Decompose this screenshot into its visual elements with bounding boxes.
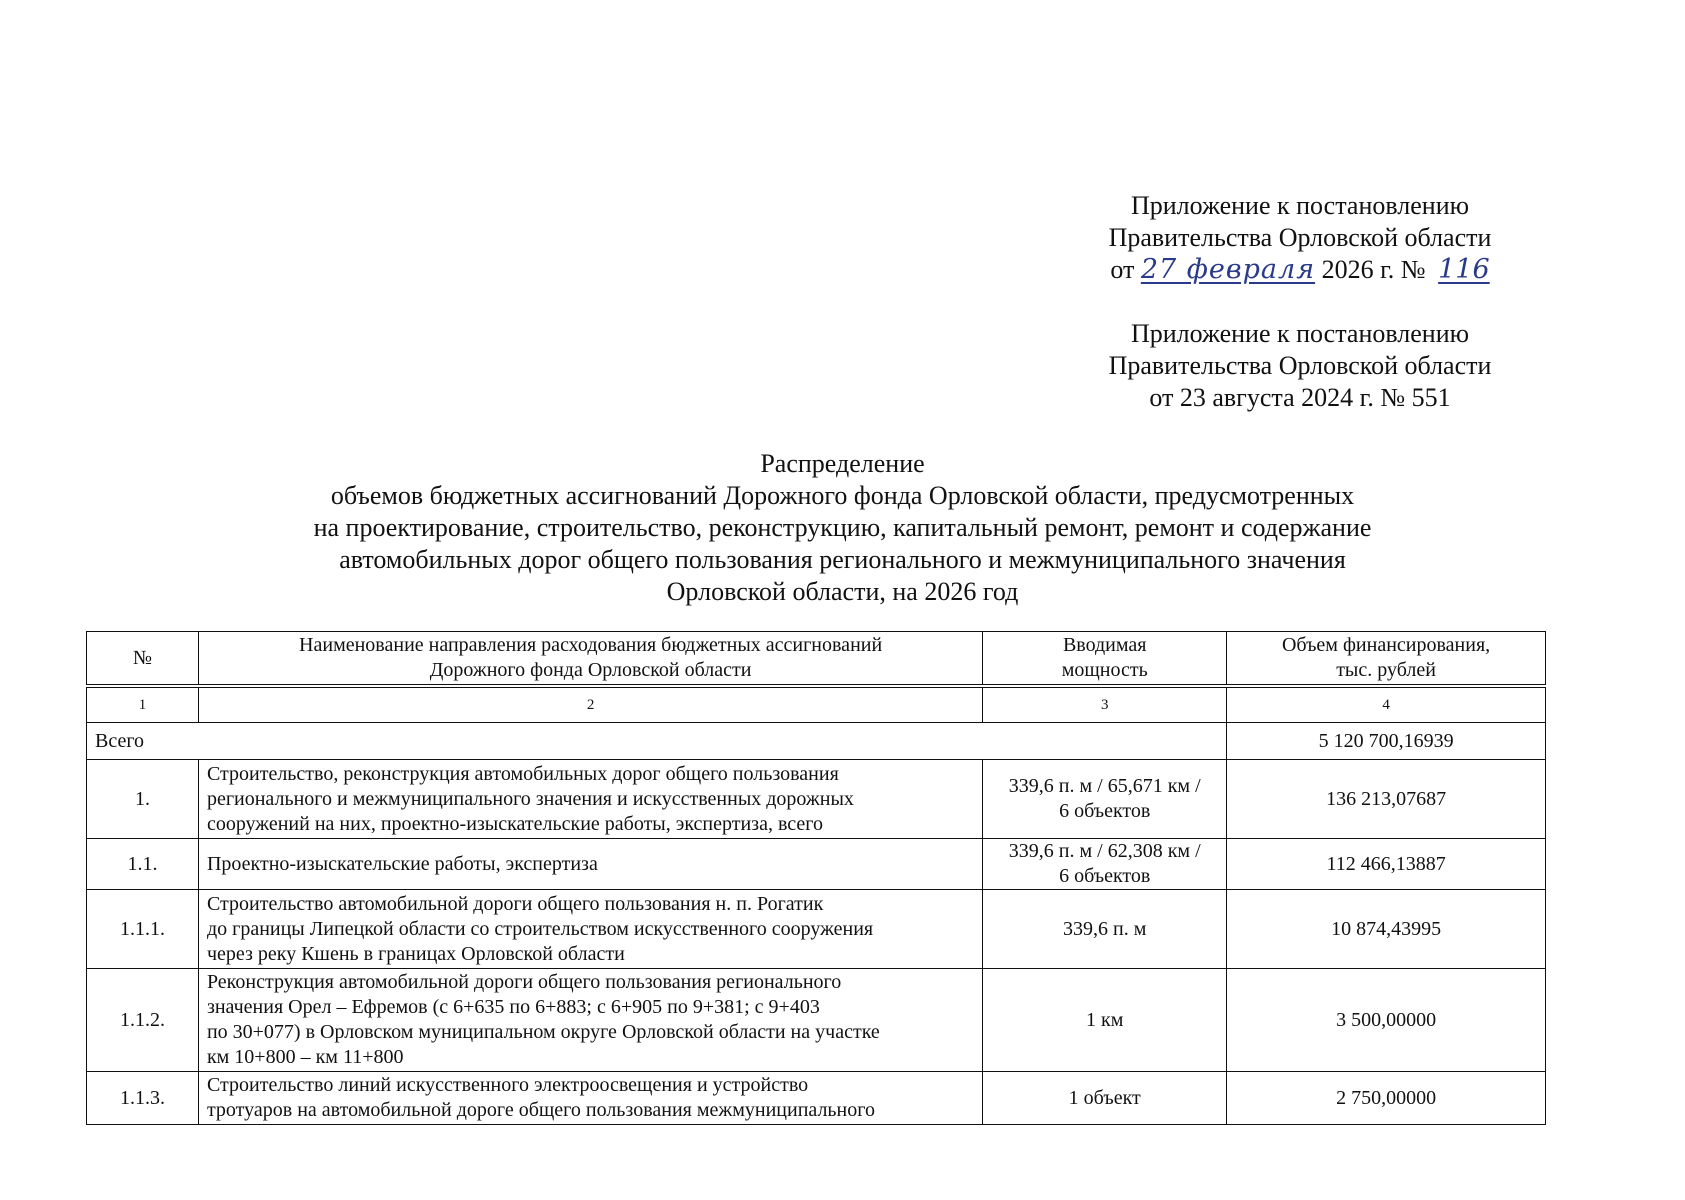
row-name-line: через реку Кшень в границах Орловской области [206,942,625,965]
appendix-new-line2: Правительства Орловской области [1108,223,1492,252]
title-line3: на проектирование, строительство, реконструкцию, капитальный ремонт, ремонт и содержание [313,513,1372,542]
title-line1: Распределение [760,449,925,478]
title-line5: Орловской области, на 2026 год [666,577,1019,606]
appendix-new-line1: Приложение к постановлению [1130,191,1470,220]
row-name-line: до границы Липецкой области со строительством искусственного сооружения [206,917,874,940]
column-number-4: 4 [1227,686,1546,723]
row-name-line: тротуаров на автомобильной дороге общего пользования межмуниципального [206,1099,875,1121]
row-capacity [983,1072,1227,1125]
row-capacity [983,890,1227,969]
column-number-1: 1 [87,686,199,723]
row-name-line: Строительство, реконструкция автомобильных дорог общего пользования [206,762,839,785]
row-name [198,1072,982,1125]
column-number-2: 2 [198,686,982,723]
header-capacity [983,632,1227,687]
row-amount: 2 750,00000 [1227,1072,1546,1125]
row-amount: 10 874,43995 [1227,890,1546,969]
handwritten-date: 27 февраля [1140,254,1316,285]
row-name [198,890,982,969]
table-row [87,1072,1546,1125]
row-amount: 112 466,13887 [1227,839,1546,890]
header-funding-line1: Объем финансирования, [1281,634,1491,656]
row-capacity-line: 6 объектов [1059,800,1151,822]
appendix-new-line3 [1090,254,1510,286]
total-row [87,723,1546,760]
table-row [87,760,1546,839]
row-capacity-line: 339,6 п. м [1063,917,1147,940]
column-number-3: 3 [983,686,1227,723]
row-capacity-line: 339,6 п. м / 65,671 км / [1008,775,1201,797]
total-label: Всего [87,723,1227,760]
handwritten-number: 116 [1438,254,1490,285]
row-num: 1.1.3. [87,1072,199,1125]
row-name-line: Реконструкция автомобильной дороги общего пользования регионального [206,971,842,993]
header-name [198,632,982,687]
row-capacity [983,760,1227,839]
row-name-line: значения Орел – Ефремов (с 6+635 по 6+883; с 6+905 по 9+381; с 9+403 [206,996,820,1018]
row-capacity-line: 6 объектов [1059,865,1151,887]
appendix-old-block [1090,318,1510,414]
row-amount: 136 213,07687 [1227,760,1546,839]
header-funding-line2: тыс. рублей [1336,659,1436,681]
row-num: 1.1.2. [87,969,199,1072]
row-amount: 3 500,00000 [1227,969,1546,1072]
row-capacity-line: 1 км [1086,1008,1124,1031]
row-num: 1. [87,760,199,839]
row-name [198,760,982,839]
column-number-row [87,686,1546,723]
row-name-line: регионального и межмуниципального значения и искусственных дорожных [206,787,854,810]
row-capacity-line: 1 объект [1068,1086,1141,1109]
row-name [198,969,982,1072]
appendix-old-line2: Правительства Орловской области [1108,351,1492,380]
row-capacity-line: 339,6 п. м / 62,308 км / [1008,840,1201,862]
row-name-line: Проектно-изыскательские работы, экспертиза [206,852,598,875]
row-name-line: км 10+800 – км 11+800 [206,1046,404,1068]
row-name-line: Строительство линий искусственного электроосвещения и устройство [206,1074,809,1096]
title-line2: объемов бюджетных ассигнований Дорожного фонда Орловской области, предусмотренных [330,481,1355,510]
title-line4: автомобильных дорог общего пользования регионального и межмуниципального значения [339,545,1346,574]
header-num: № [87,632,199,687]
row-name [198,839,982,890]
appendix-old-line3: от 23 августа 2024 г. № 551 [1149,383,1451,412]
appendix-new-block [1090,190,1510,286]
header-capacity-line2: мощность [1061,659,1148,681]
row-capacity [983,839,1227,890]
total-amount: 5 120 700,16939 [1227,723,1546,760]
header-funding [1227,632,1546,687]
appendix-new-prefix: от [1110,255,1135,284]
appendix-new-year: 2026 г. № [1321,255,1426,284]
row-num: 1.1.1. [87,890,199,969]
row-name-line: по 30+077) в Орловском муниципальном округе Орловской области на участке [206,1021,880,1043]
row-capacity [983,969,1227,1072]
header-name-line1: Наименование направления расходования бюджетных ассигнований [299,634,883,656]
table-row [87,969,1546,1072]
row-name-line: Строительство автомобильной дороги общего пользования н. п. Рогатик [206,892,824,915]
row-name-line: сооружений на них, проектно-изыскательские работы, экспертиза, всего [206,812,823,835]
document-title [200,448,1485,608]
budget-table [86,631,1546,1125]
table-row [87,890,1546,969]
header-name-line2: Дорожного фонда Орловской области [429,659,752,681]
table-header-row [87,632,1546,687]
appendix-old-line1: Приложение к постановлению [1130,319,1470,348]
table-row [87,839,1546,890]
header-capacity-line1: Вводимая [1062,634,1147,656]
row-num: 1.1. [87,839,199,890]
